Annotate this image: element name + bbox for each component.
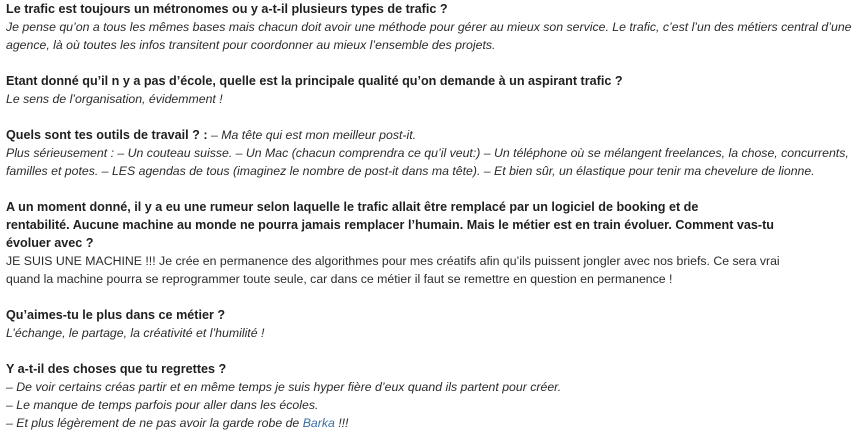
qa-block-outils <box>6 126 847 180</box>
question-heading: Y a-t-il des choses que tu regrettes ? <box>6 362 227 376</box>
question-line: rentabilité. Aucune machine au monde ne pourra jamais remplacer l’humain. Mais le métier est en train évoluer. Comment vas-tu <box>6 218 774 232</box>
answer-line: agence, là où toutes les infos transitent pour coordonner au mieux l’ensemble des projets. <box>6 38 496 52</box>
question-heading <box>6 198 847 252</box>
answer-line-prefix: – Et plus légèrement de ne pas avoir la garde robe de <box>6 416 303 430</box>
answer-text: Le sens de l’organisation, évidemment ! <box>6 92 223 106</box>
answer-line: – De voir certains créas partir et en même temps je suis hyper fière d’eux quand ils partent pour créer. <box>6 380 562 394</box>
answer-line: Plus sérieusement : – Un couteau suisse. – Un Mac (chacun comprendra ce qu’il veut:) – Un téléphone où se mélangent freelances, la chose, concurrents, <box>6 146 849 160</box>
question-heading: Quels sont tes outils de travail ? : <box>6 128 212 142</box>
question-heading: Qu’aimes-tu le plus dans ce métier ? <box>6 308 226 322</box>
question-line: A un moment donné, il y a eu une rumeur selon laquelle le trafic allait être remplacé par un logiciel de booking et de <box>6 200 699 214</box>
answer-text <box>6 18 852 54</box>
barka-link[interactable]: Barka <box>302 416 335 430</box>
answer-line: – Le manque de temps parfois pour aller dans les écoles. <box>6 398 319 412</box>
answer-line: Je pense qu’on a tous les mêmes bases mais chacun doit avoir une méthode pour gérer au mieux son service. Le trafic, c’est l’un des métiers central d’une <box>6 20 852 34</box>
answer-text: L’échange, le partage, la créativité et l’humilité ! <box>6 326 265 340</box>
qa-block-trafic-types <box>6 0 852 54</box>
answer-line-suffix: !!! <box>334 416 349 430</box>
qa-block-regrets <box>6 360 847 432</box>
qa-block-qualite <box>6 72 847 108</box>
question-heading: Le trafic est toujours un métronomes ou y a-t-il plusieurs types de trafic ? <box>6 2 448 16</box>
question-line: évoluer avec ? <box>6 236 94 250</box>
question-line <box>6 126 847 144</box>
answer-text <box>6 144 847 180</box>
qa-block-rumeur <box>6 198 847 288</box>
answer-text <box>6 378 847 432</box>
answer-line: quand la machine pourra se reprogrammer toute seule, car dans ce métier il faut se remettre en question en permanence ! <box>6 272 673 286</box>
answer-line: familles et potes. – LES agendas de tous (imaginez le nombre de post-it dans ma tête). – Et bien sûr, un élastique pour tenir ma chevelure de lionne. <box>6 164 815 178</box>
answer-text <box>6 252 847 288</box>
qa-block-aimes <box>6 306 847 342</box>
answer-line: JE SUIS UNE MACHINE !!! Je crée en permanence des algorithmes pour mes créatifs afin qu’ils puissent jongler avec nos briefs. Ce sera vrai <box>6 254 780 268</box>
answer-inline: – Ma tête qui est mon meilleur post-it. <box>211 128 417 142</box>
question-heading: Etant donné qu’il n y a pas d’école, quelle est la principale qualité qu’on demande à un aspirant trafic ? <box>6 74 623 88</box>
answer-line-last <box>6 414 847 432</box>
